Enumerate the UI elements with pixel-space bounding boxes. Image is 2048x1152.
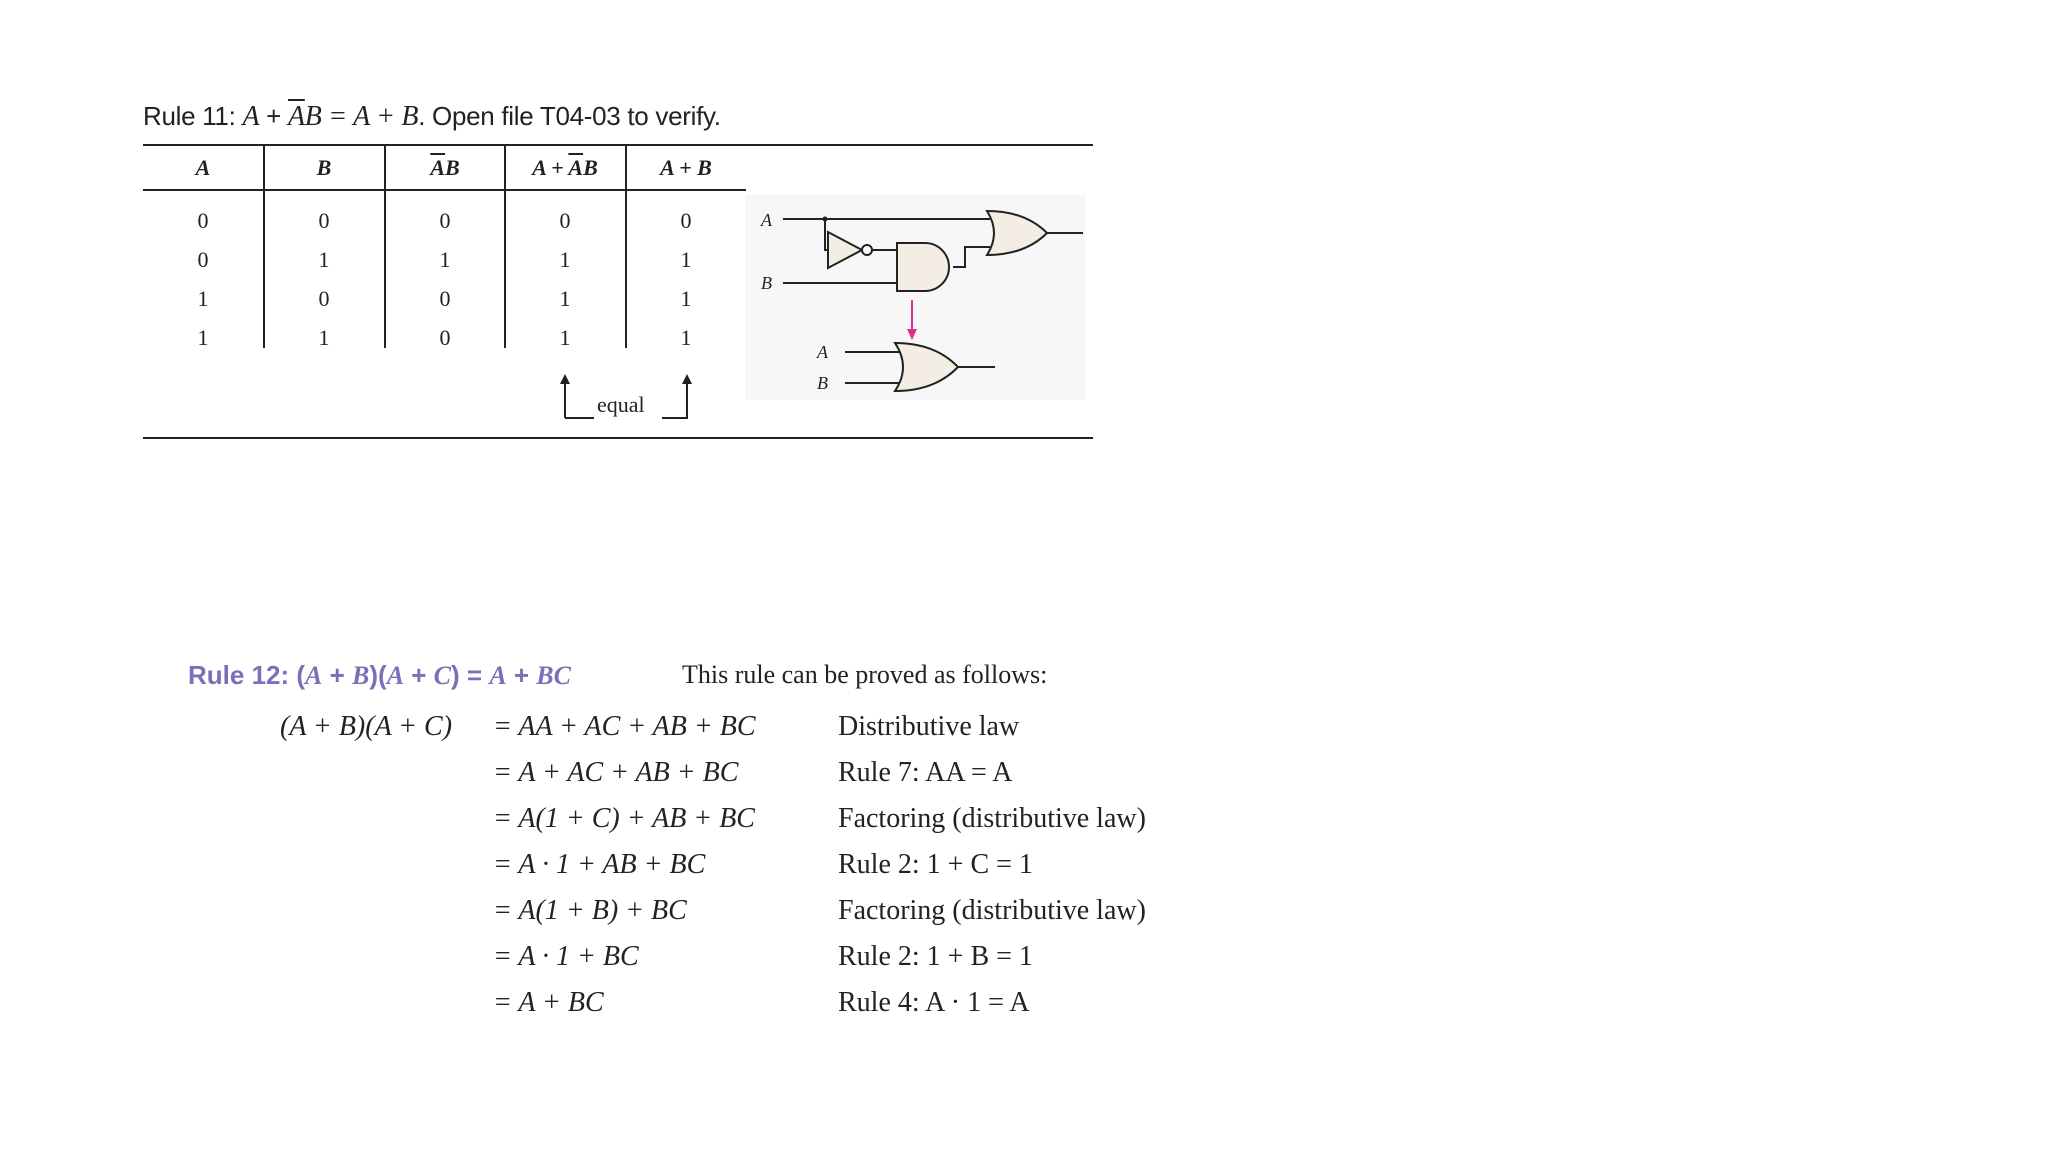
rule11-caption [143, 101, 721, 133]
table-header-rule [143, 189, 746, 191]
table-cell: 1 [680, 286, 692, 311]
table-cell: 0 [439, 286, 451, 311]
table-cell: 1 [559, 286, 571, 311]
proof-step-reason: Factoring (distributive law) [838, 895, 1146, 926]
caption-var-abar: $\overline{A}$ [287, 101, 305, 132]
header-a-plus-b: A + B [660, 155, 712, 180]
circuit-label-bottom-b: B [817, 373, 828, 393]
proof-step-expr: = AA + AC + AB + BC [493, 711, 756, 742]
table-top-rule [143, 144, 1093, 146]
rule12-heading: Rule 12: (A + B)(A + C) = A + BC [188, 660, 571, 690]
table-cell: 0 [197, 208, 209, 233]
equal-label: equal [597, 392, 645, 417]
table-bottom-rule [143, 437, 1093, 439]
circuit-label-b: B [761, 273, 772, 293]
proof-step-reason: Rule 4: A · 1 = A [838, 987, 1030, 1018]
caption-suffix: . Open file T04-03 to verify. [418, 101, 721, 131]
caption-var-a: A [242, 101, 260, 132]
proof-step-expr: = A(1 + B) + BC [493, 895, 687, 926]
table-cell: 1 [197, 325, 209, 350]
proof-step-reason: Factoring (distributive law) [838, 803, 1146, 834]
proof-step-expr: = A + BC [493, 987, 604, 1018]
table-cell: 1 [559, 325, 571, 350]
table-cell: 0 [318, 286, 330, 311]
table-cell: 0 [559, 208, 571, 233]
caption-prefix: Rule 11: [143, 101, 243, 131]
table-cell: 1 [318, 247, 330, 272]
logic-circuit-diagram [745, 195, 1090, 405]
circuit-label-a: A [761, 210, 772, 230]
proof-lhs: (A + B)(A + C) [280, 711, 453, 742]
table-cell: 1 [439, 247, 451, 272]
table-cell: 0 [439, 208, 451, 233]
and-gate [897, 243, 949, 291]
table-cell: 0 [680, 208, 692, 233]
table-cell: 0 [318, 208, 330, 233]
proof-step-reason: Distributive law [838, 711, 1020, 742]
header-abar-b: $\overline{A}B$ [430, 155, 460, 180]
proof-step-reason: Rule 7: AA = A [838, 757, 1013, 788]
not-gate-bubble [862, 245, 872, 255]
table-cell: 0 [439, 325, 451, 350]
table-cell: 1 [197, 286, 209, 311]
table-cell: 0 [197, 247, 209, 272]
proof-step-reason: Rule 2: 1 + C = 1 [838, 849, 1033, 880]
table-cell: 1 [318, 325, 330, 350]
caption-plus: + [259, 101, 288, 131]
table-cell: 1 [680, 247, 692, 272]
proof-step-expr: = A · 1 + AB + BC [493, 849, 706, 880]
header-b: B [316, 155, 332, 180]
caption-equation-rhs: = A + B [321, 101, 419, 132]
table-cell: 1 [680, 325, 692, 350]
junction-dot [823, 217, 828, 222]
proof-step-expr: = A · 1 + BC [493, 941, 639, 972]
proof-step-expr: = A(1 + C) + AB + BC [493, 803, 755, 834]
header-a-plus-abar-b: $A + \overline{A}B$ [532, 155, 598, 180]
table-cell: 1 [559, 247, 571, 272]
header-a: A [195, 155, 211, 180]
rule12-intro: This rule can be proved as follows: [682, 660, 1048, 689]
caption-var-b: B [304, 101, 322, 132]
proof-step-reason: Rule 2: 1 + B = 1 [838, 941, 1033, 972]
proof-step-expr: = A + AC + AB + BC [493, 757, 739, 788]
circuit-label-bottom-a: A [817, 342, 828, 362]
